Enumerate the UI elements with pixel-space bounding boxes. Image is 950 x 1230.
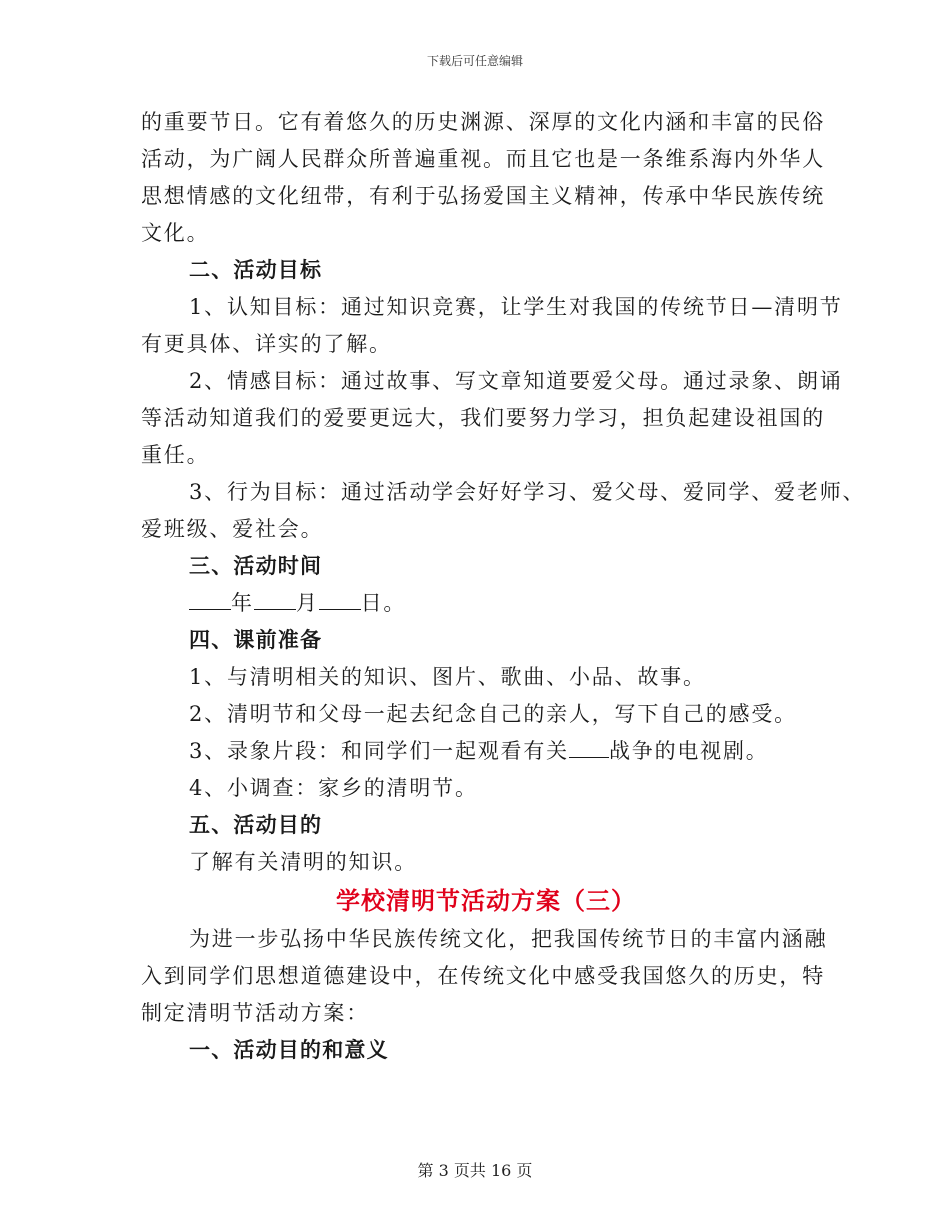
page-number: 第 3 页共 16 页 — [417, 1161, 533, 1180]
section-title: 学校清明节活动方案（三） — [336, 887, 636, 915]
prep-item-text: 3、录象片段：和同学们一起观看有关 — [189, 739, 569, 763]
date-year-label: 年 — [231, 591, 254, 615]
paragraph-line: 活动，为广阔人民群众所普遍重视。而且它也是一条维系海内外华人 — [141, 147, 825, 171]
prep-item: 2、清明节和父母一起去纪念自己的亲人，写下自己的感受。 — [189, 702, 797, 726]
paragraph-line: 思想情感的文化纽带，有利于弘扬爱国主义精神，传承中华民族传统 — [141, 184, 825, 208]
date-day-label: 日。 — [360, 591, 407, 615]
document-body — [141, 104, 866, 1069]
date-month-label: 月 — [295, 591, 319, 615]
heading-activity-purpose: 五、活动目的 — [189, 813, 323, 837]
section-intro-line: 制定清明节活动方案： — [141, 1001, 369, 1025]
prep-item: 4、小调查：家乡的清明节。 — [189, 776, 478, 800]
section-intro-line: 为进一步弘扬中华民族传统文化，把我国传统节日的丰富内涵融 — [189, 927, 828, 951]
paragraph-line: 文化。 — [141, 221, 210, 245]
goal-behavior-line: 3、行为目标：通过活动学会好好学习、爱父母、爱同学、爱老师、 — [189, 480, 866, 504]
paragraph-line: 的重要节日。它有着悠久的历史渊源、深厚的文化内涵和丰富的民俗 — [141, 110, 825, 134]
activity-date-line — [141, 585, 831, 622]
heading-activity-goals: 二、活动目标 — [189, 258, 323, 282]
heading-preparation: 四、课前准备 — [189, 628, 323, 652]
date-blank-day — [319, 587, 361, 610]
section-intro-line: 入到同学们思想道德建设中，在传统文化中感受我国悠久的历史，特 — [141, 964, 825, 988]
prep-item: 1、与清明相关的知识、图片、歌曲、小品、故事。 — [189, 665, 706, 689]
page-header: 下载后可任意编辑 — [426, 54, 523, 68]
prep-item — [141, 733, 831, 770]
war-name-blank — [569, 735, 609, 758]
date-blank-year — [189, 587, 231, 610]
purpose-text: 了解有关清明的知识。 — [189, 850, 417, 874]
goal-behavior-line: 爱班级、爱社会。 — [141, 517, 324, 541]
heading-activity-time: 三、活动时间 — [189, 554, 323, 578]
date-blank-month — [254, 587, 296, 610]
goal-emotional-line: 等活动知道我们的爱要更远大，我们要努力学习，担负起建设祖国的 — [141, 406, 825, 430]
goal-cognitive-line: 1、认知目标：通过知识竞赛，让学生对我国的传统节日—清明节 — [189, 295, 843, 319]
goal-emotional-line: 2、情感目标：通过故事、写文章知道要爱父母。通过录象、朗诵 — [189, 369, 843, 393]
goal-cognitive-line: 有更具体、详实的了解。 — [141, 332, 392, 356]
prep-item-text: 战争的电视剧。 — [608, 739, 769, 763]
goal-emotional-line: 重任。 — [141, 443, 210, 467]
heading-purpose-significance: 一、活动目的和意义 — [189, 1038, 389, 1062]
